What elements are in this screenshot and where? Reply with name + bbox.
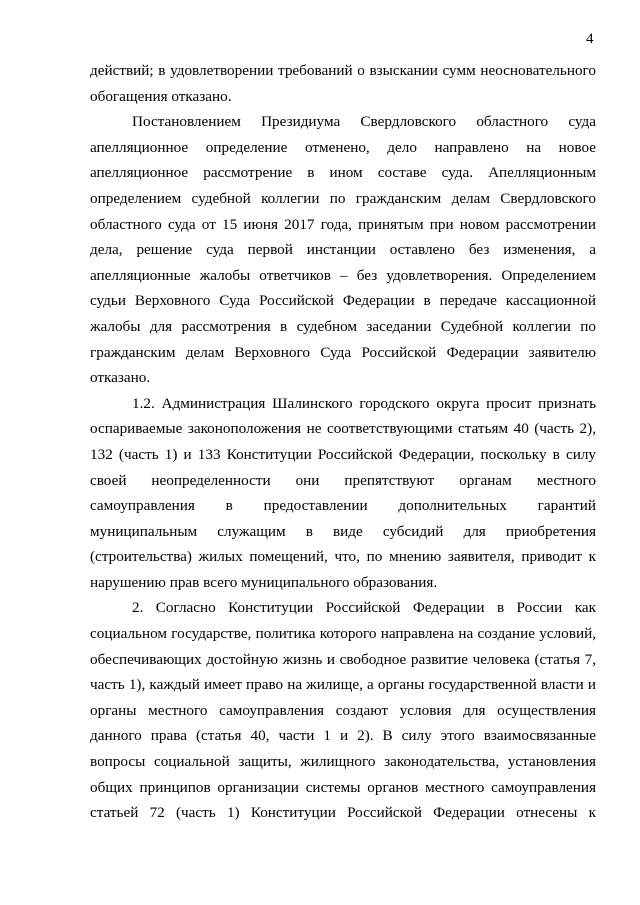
- text-line: апелляционные жалобы ответчиков – без удовлетворения. Определением: [90, 266, 596, 284]
- text-line: жалобы для рассмотрения в судебном заседании Судебной коллегии по: [90, 317, 596, 335]
- paragraph-2: [90, 109, 596, 391]
- text-line: муниципальным служащим в виде субсидий для приобретения: [90, 522, 596, 540]
- text-line: областного суда от 15 июня 2017 года, принятым при новом рассмотрении: [90, 215, 596, 233]
- text-line: гражданским делам Верховного Суда Российской Федерации заявителю: [90, 343, 596, 361]
- text-line: действий; в удовлетворении требований о взыскании сумм неосновательного: [90, 62, 596, 79]
- text-line: 1.2. Администрация Шалинского городского округа просит признать: [132, 394, 596, 412]
- text-line: своей неопределенности они препятствуют органам местного: [90, 471, 596, 489]
- text-line: (строительства) жилых помещений, что, по мнению заявителя, приводит к: [90, 548, 596, 566]
- text-line: часть 1), каждый имеет право на жилище, а органы государственной власти и: [90, 676, 596, 694]
- text-line: 2. Согласно Конституции Российской Федерации в России как: [132, 599, 596, 617]
- text-line: вопросы социальной защиты, жилищного законодательства, установления: [90, 753, 596, 771]
- paragraph-1: [90, 58, 596, 109]
- page-number: 4: [586, 31, 594, 47]
- text-line: обеспечивающих достойную жизнь и свободное развитие человека (статья 7,: [90, 650, 596, 668]
- text-line: дела, решение суда первой инстанции оставлено без изменения, а: [90, 241, 596, 259]
- text-line: статьей 72 (часть 1) Конституции Российской Федерации отнесены к: [90, 804, 596, 822]
- text-line: общих принципов организации системы органов местного самоуправления: [90, 778, 596, 796]
- text-line: органы местного самоуправления создают условия для осуществления: [90, 701, 596, 719]
- text-line: 132 (часть 1) и 133 Конституции Российской Федерации, поскольку в силу: [90, 445, 596, 463]
- text-line: обогащения отказано.: [90, 87, 232, 105]
- text-line: определением судебной коллегии по гражданским делам Свердловского: [90, 189, 596, 207]
- text-line: оспариваемые законоположения не соответствующими статьям 40 (часть 2),: [90, 420, 596, 438]
- text-line: нарушению прав всего муниципального образования.: [90, 573, 438, 591]
- text-line: данного права (статья 40, части 1 и 2). В силу этого взаимосвязанные: [90, 727, 596, 745]
- text-line: апелляционное определение отменено, дело направлено на новое: [90, 138, 596, 156]
- text-line: апелляционное рассмотрение в ином составе суда. Апелляционным: [90, 164, 596, 182]
- text-line: судьи Верховного Суда Российской Федерации в передаче кассационной: [90, 292, 596, 310]
- paragraph-4: [90, 595, 596, 825]
- document-body: [90, 58, 596, 826]
- text-line: социальном государстве, политика которого направлена на создание условий,: [90, 625, 596, 643]
- text-line: Постановлением Президиума Свердловского областного суда: [132, 113, 596, 131]
- text-line: самоуправления в предоставлении дополнительных гарантий: [90, 497, 596, 515]
- text-line: отказано.: [90, 369, 151, 387]
- paragraph-3: [90, 391, 596, 596]
